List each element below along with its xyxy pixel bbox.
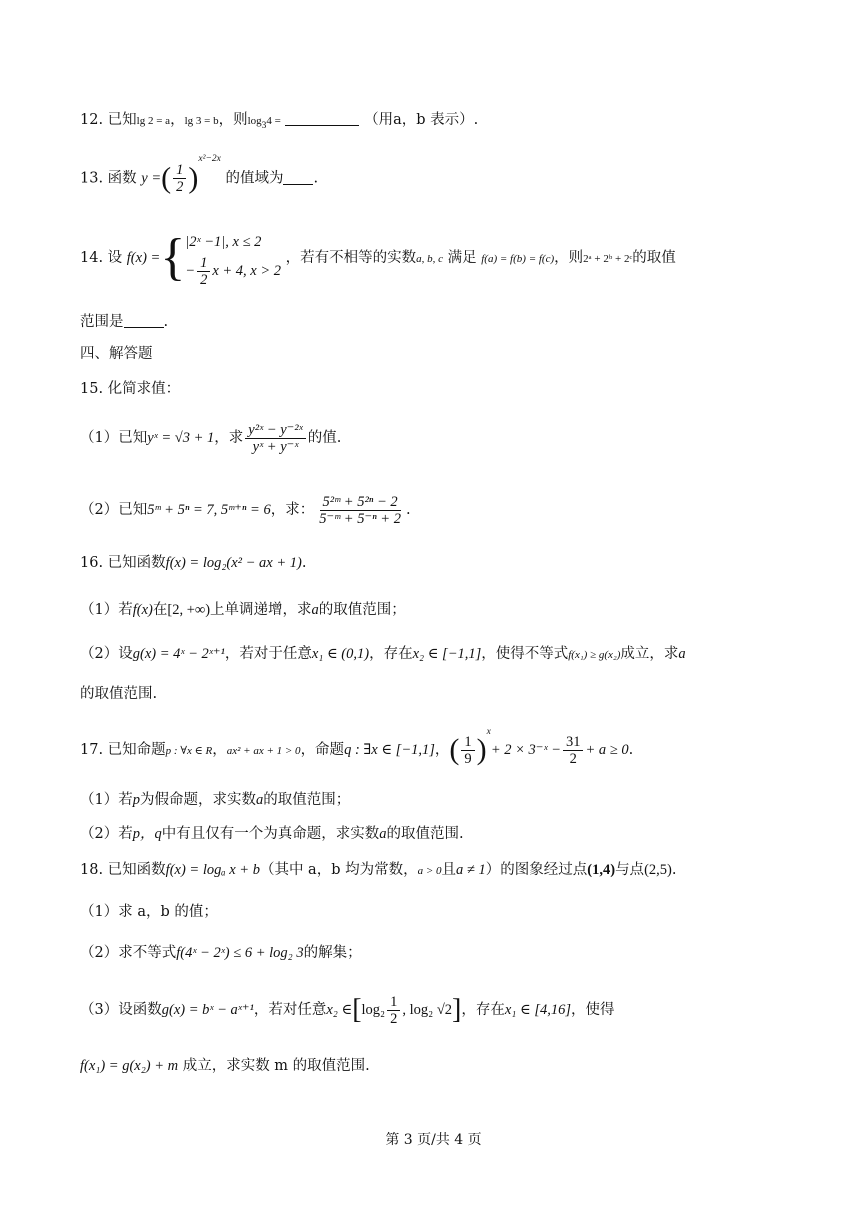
fraction-one-half: $\frac{1}{2}$	[173, 162, 186, 195]
question-15-part2: （2）已知5ᵐ + 5ⁿ = 7, 5ᵐ⁺ⁿ = 6，求： $\frac{\text{5²ᵐ + 5²ⁿ − 2}}{\text{5⁻ᵐ + 5⁻ⁿ + 2}}$ .	[80, 493, 411, 527]
question-14: 14. 设 f(x) ={ |2ˣ −1|, x ≤ 2 − $\frac{1}{2}$ x + 4, x > 2 ，若有不相等的实数a, b, c 满足 f(a) = f(b) = f(c)，则2ᵃ + 2ᵇ + 2ᶜ的取值	[80, 229, 676, 288]
question-18-part3-cont: f(x₁) = g(x₂) + m 成立，求实数 m 的取值范围.	[80, 1058, 370, 1074]
question-17-title: 17. 已知命题p : ∀x ∈ R，ax² + ax + 1 > 0，命题q : ∃x ∈ [−1,1]，( $\frac{1}{9}$ )$^x$+ 2 × 3⁻ˣ − $\frac{31}{2}$ + a ≥ 0.	[80, 727, 634, 767]
question-15-part1: （1）已知yˣ = √3 + 1，求 $\frac{\text{y²ˣ − y⁻²ˣ}}{\text{yˣ + y⁻ˣ}}$ 的值.	[80, 421, 342, 455]
question-18-part2: （2）求不等式f(4ˣ − 2ˣ) ≤ 6 + log₂ 3的解集；	[80, 945, 362, 961]
answer-blank	[124, 313, 164, 328]
q12-cond1: lg 2 = a	[136, 115, 171, 127]
question-13: 13. 函数 y =( $\frac{1}{2}$ )$^{x^2-2x}$ 的值域为 .	[80, 153, 319, 195]
question-18-part1: （1）求 a，b 的值；	[80, 904, 218, 920]
question-14-cont: 范围是 .	[80, 314, 169, 330]
piecewise-cases: |2ˣ −1|, x ≤ 2 − $\frac{1}{2}$ x + 4, x > 2	[185, 233, 282, 288]
answer-blank	[283, 170, 313, 185]
question-16-part2-cont: 的取值范围.	[80, 686, 158, 702]
question-12: 12. 已知lg 2 = a，lg 3 = b，则$\log_34$ = （用a，b 表示）.	[80, 112, 479, 131]
question-15-title: 15. 化简求值：	[80, 381, 181, 397]
question-18-part3: （3）设函数g(x) = bˣ − aˣ⁺¹，若对任意x₂ ∈[log₂ $\frac{1}{2}$ , log₂ √2]，存在x₁ ∈ [4,16]，使得	[80, 993, 615, 1027]
question-16-part1: （1）若f(x)在[2, +∞)上单调递增，求a的取值范围；	[80, 602, 406, 618]
question-17-part1: （1）若p为假命题，求实数a的取值范围；	[80, 792, 351, 808]
section-heading: 四、解答题	[80, 346, 153, 362]
question-16-part2: （2）设g(x) = 4ˣ − 2ˣ⁺¹，若对于任意x₁ ∈ (0,1)，存在x₂ ∈ [−1,1]，使得不等式f(x₁) ≥ g(x₂)成立，求a	[80, 646, 686, 662]
question-18-title: 18. 已知函数f(x) = logₐ x + b（其中 a，b 均为常数，a > 0且a ≠ 1）的图象经过点(1,4)与点(2,5).	[80, 862, 677, 878]
answer-blank	[285, 111, 359, 126]
question-17-part2: （2）若p，q中有且仅有一个为真命题，求实数a的取值范围.	[80, 826, 464, 842]
question-16-title: 16. 已知函数f(x) = log₂(x² − ax + 1).	[80, 555, 307, 571]
page-footer: 第 3 页/共 4 页	[385, 1132, 482, 1148]
q12-cond2: lg 3 = b	[184, 115, 219, 127]
